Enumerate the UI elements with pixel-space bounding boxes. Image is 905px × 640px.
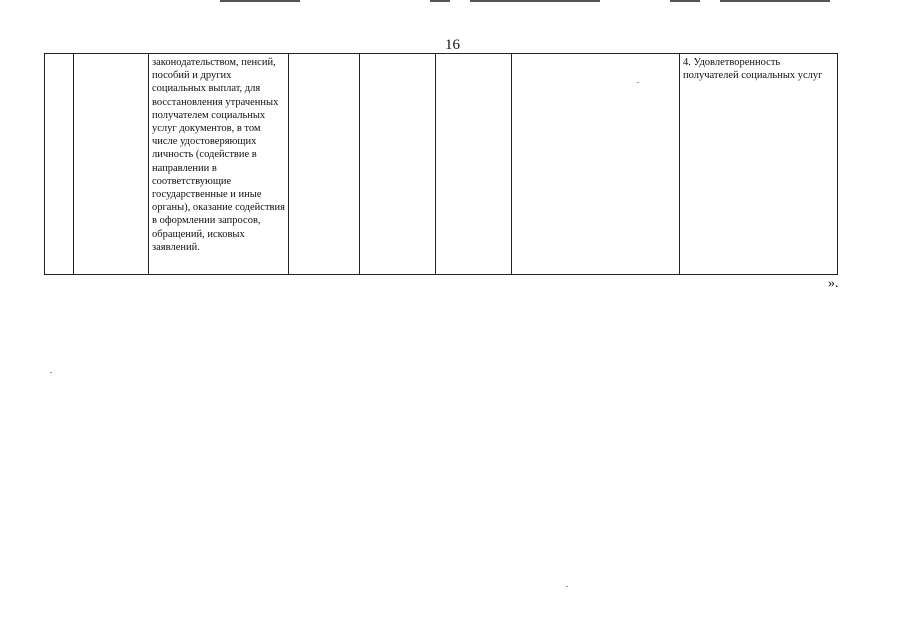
table-cell-service-description	[149, 54, 289, 275]
page-number: 16	[445, 37, 460, 53]
table-cell-empty	[360, 54, 436, 275]
table-cell-empty	[512, 54, 680, 275]
closing-quote-mark: ».	[828, 276, 839, 291]
service-description-text: законодательством, пенсий, пособий и других социальных выплат, для восстановления утраченных получателем социальных услуг документов, в том числе удостоверяющих личность (содействие в направлении в соответствующие государственные и иные органы), оказание содействия в оформлении запросов, обращений, исковых заявлений.	[152, 57, 285, 253]
scan-edge-mark	[220, 0, 300, 2]
scan-edge-mark	[430, 0, 450, 2]
table-cell-number	[45, 54, 74, 275]
scan-speck	[566, 586, 568, 587]
quality-indicator-text: 4. Удовлетворенность получателей социальных услуг	[683, 57, 823, 82]
services-table	[44, 53, 838, 275]
scan-edge-mark	[670, 0, 700, 2]
scan-edge-mark	[470, 0, 600, 2]
table-row	[45, 54, 838, 275]
scan-speck	[637, 82, 639, 83]
table-cell-quality-indicator	[680, 54, 838, 275]
scan-speck	[50, 372, 52, 373]
table-cell-empty	[289, 54, 360, 275]
scan-edge-mark	[720, 0, 830, 2]
table-cell-service-name	[74, 54, 149, 275]
table-cell-empty	[436, 54, 512, 275]
